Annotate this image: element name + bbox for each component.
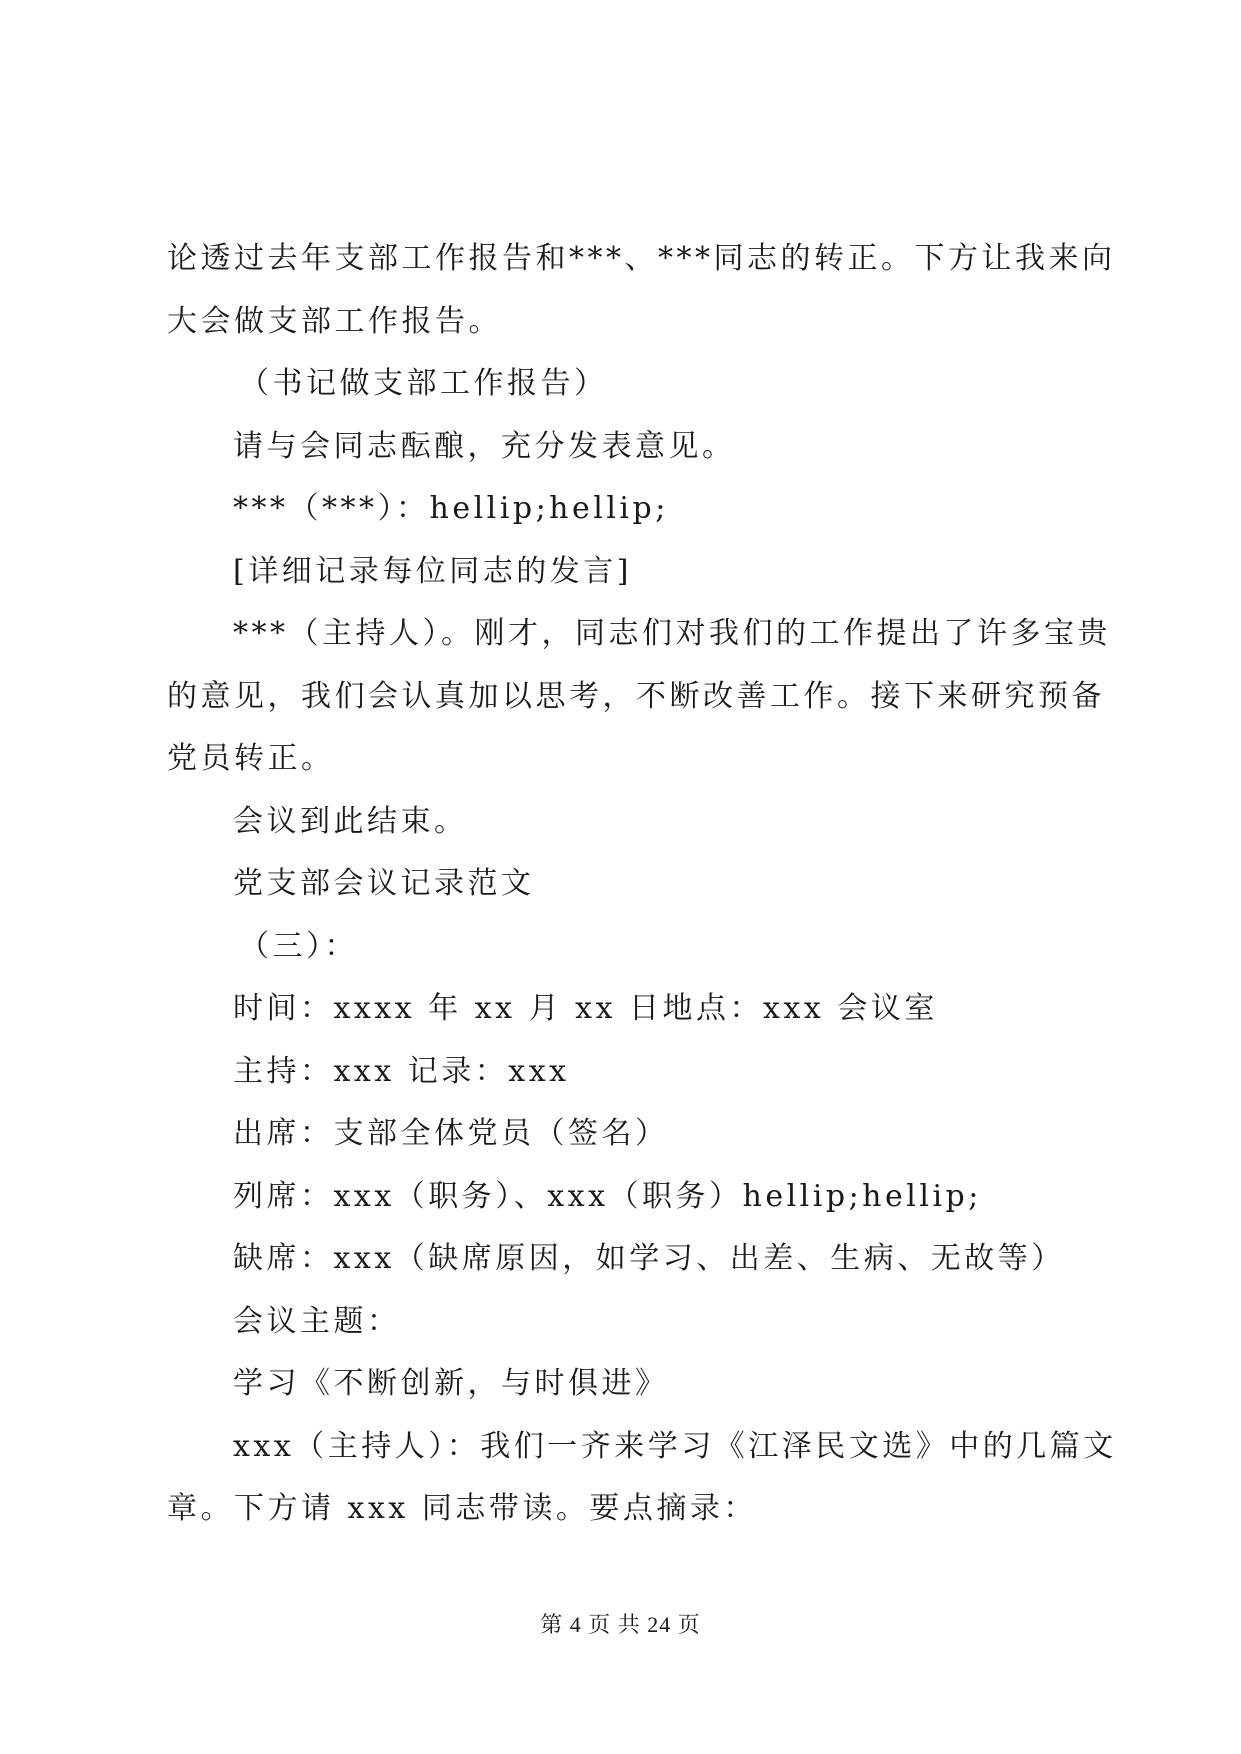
paragraph-line: xxx（主持人）：我们一齐来学习《江泽民文选》中的几篇文 (233, 1428, 1117, 1464)
paragraph-line: 党员转正。 (167, 741, 335, 776)
meeting-attendees-line: 出席：支部全体党员（签名） (233, 1116, 669, 1151)
paragraph-line: 的意见，我们会认真加以思考，不断改善工作。接下来研究预备 (167, 678, 1105, 714)
paragraph-line: [详细记录每位同志的发言] (233, 553, 632, 589)
meeting-observers-line: 列席：xxx（职务）、xxx（职务）hellip;hellip; (233, 1178, 982, 1214)
document-body (167, 228, 1117, 1541)
paragraph-line: ***（主持人）。刚才，同志们对我们的工作提出了许多宝贵 (233, 616, 1111, 651)
paragraph-line: 请与会同志酝酿，充分发表意见。 (233, 428, 736, 464)
paragraph-line: 大会做支部工作报告。 (167, 303, 502, 339)
paragraph-line: 章。下方请 xxx 同志带读。要点摘录： (167, 1491, 757, 1526)
paragraph-line: 论透过去年支部工作报告和***、***同志的转正。下方让我来向 (167, 241, 1116, 276)
section-subheading: （三）： (239, 928, 358, 964)
meeting-host-line: 主持：xxx 记录：xxx (233, 1053, 570, 1089)
section-heading: 党支部会议记录范文 (233, 866, 535, 901)
meeting-topic-line: 学习《不断创新，与时俱进》 (233, 1366, 669, 1401)
page-footer: 第 4 页 共 24 页 (540, 1612, 701, 1637)
meeting-topic-label: 会议主题： (233, 1303, 401, 1339)
paragraph-line: 会议到此结束。 (233, 803, 468, 839)
meeting-absentees-line: 缺席：xxx（缺席原因，如学习、出差、生病、无故等） (233, 1241, 1065, 1276)
meeting-time-line: 时间：xxxx 年 xx 月 xx 日地点：xxx 会议室 (233, 991, 938, 1026)
paragraph-line: （书记做支部工作报告） (239, 366, 608, 401)
paragraph-line: ***（***）：hellip;hellip; (233, 491, 669, 526)
